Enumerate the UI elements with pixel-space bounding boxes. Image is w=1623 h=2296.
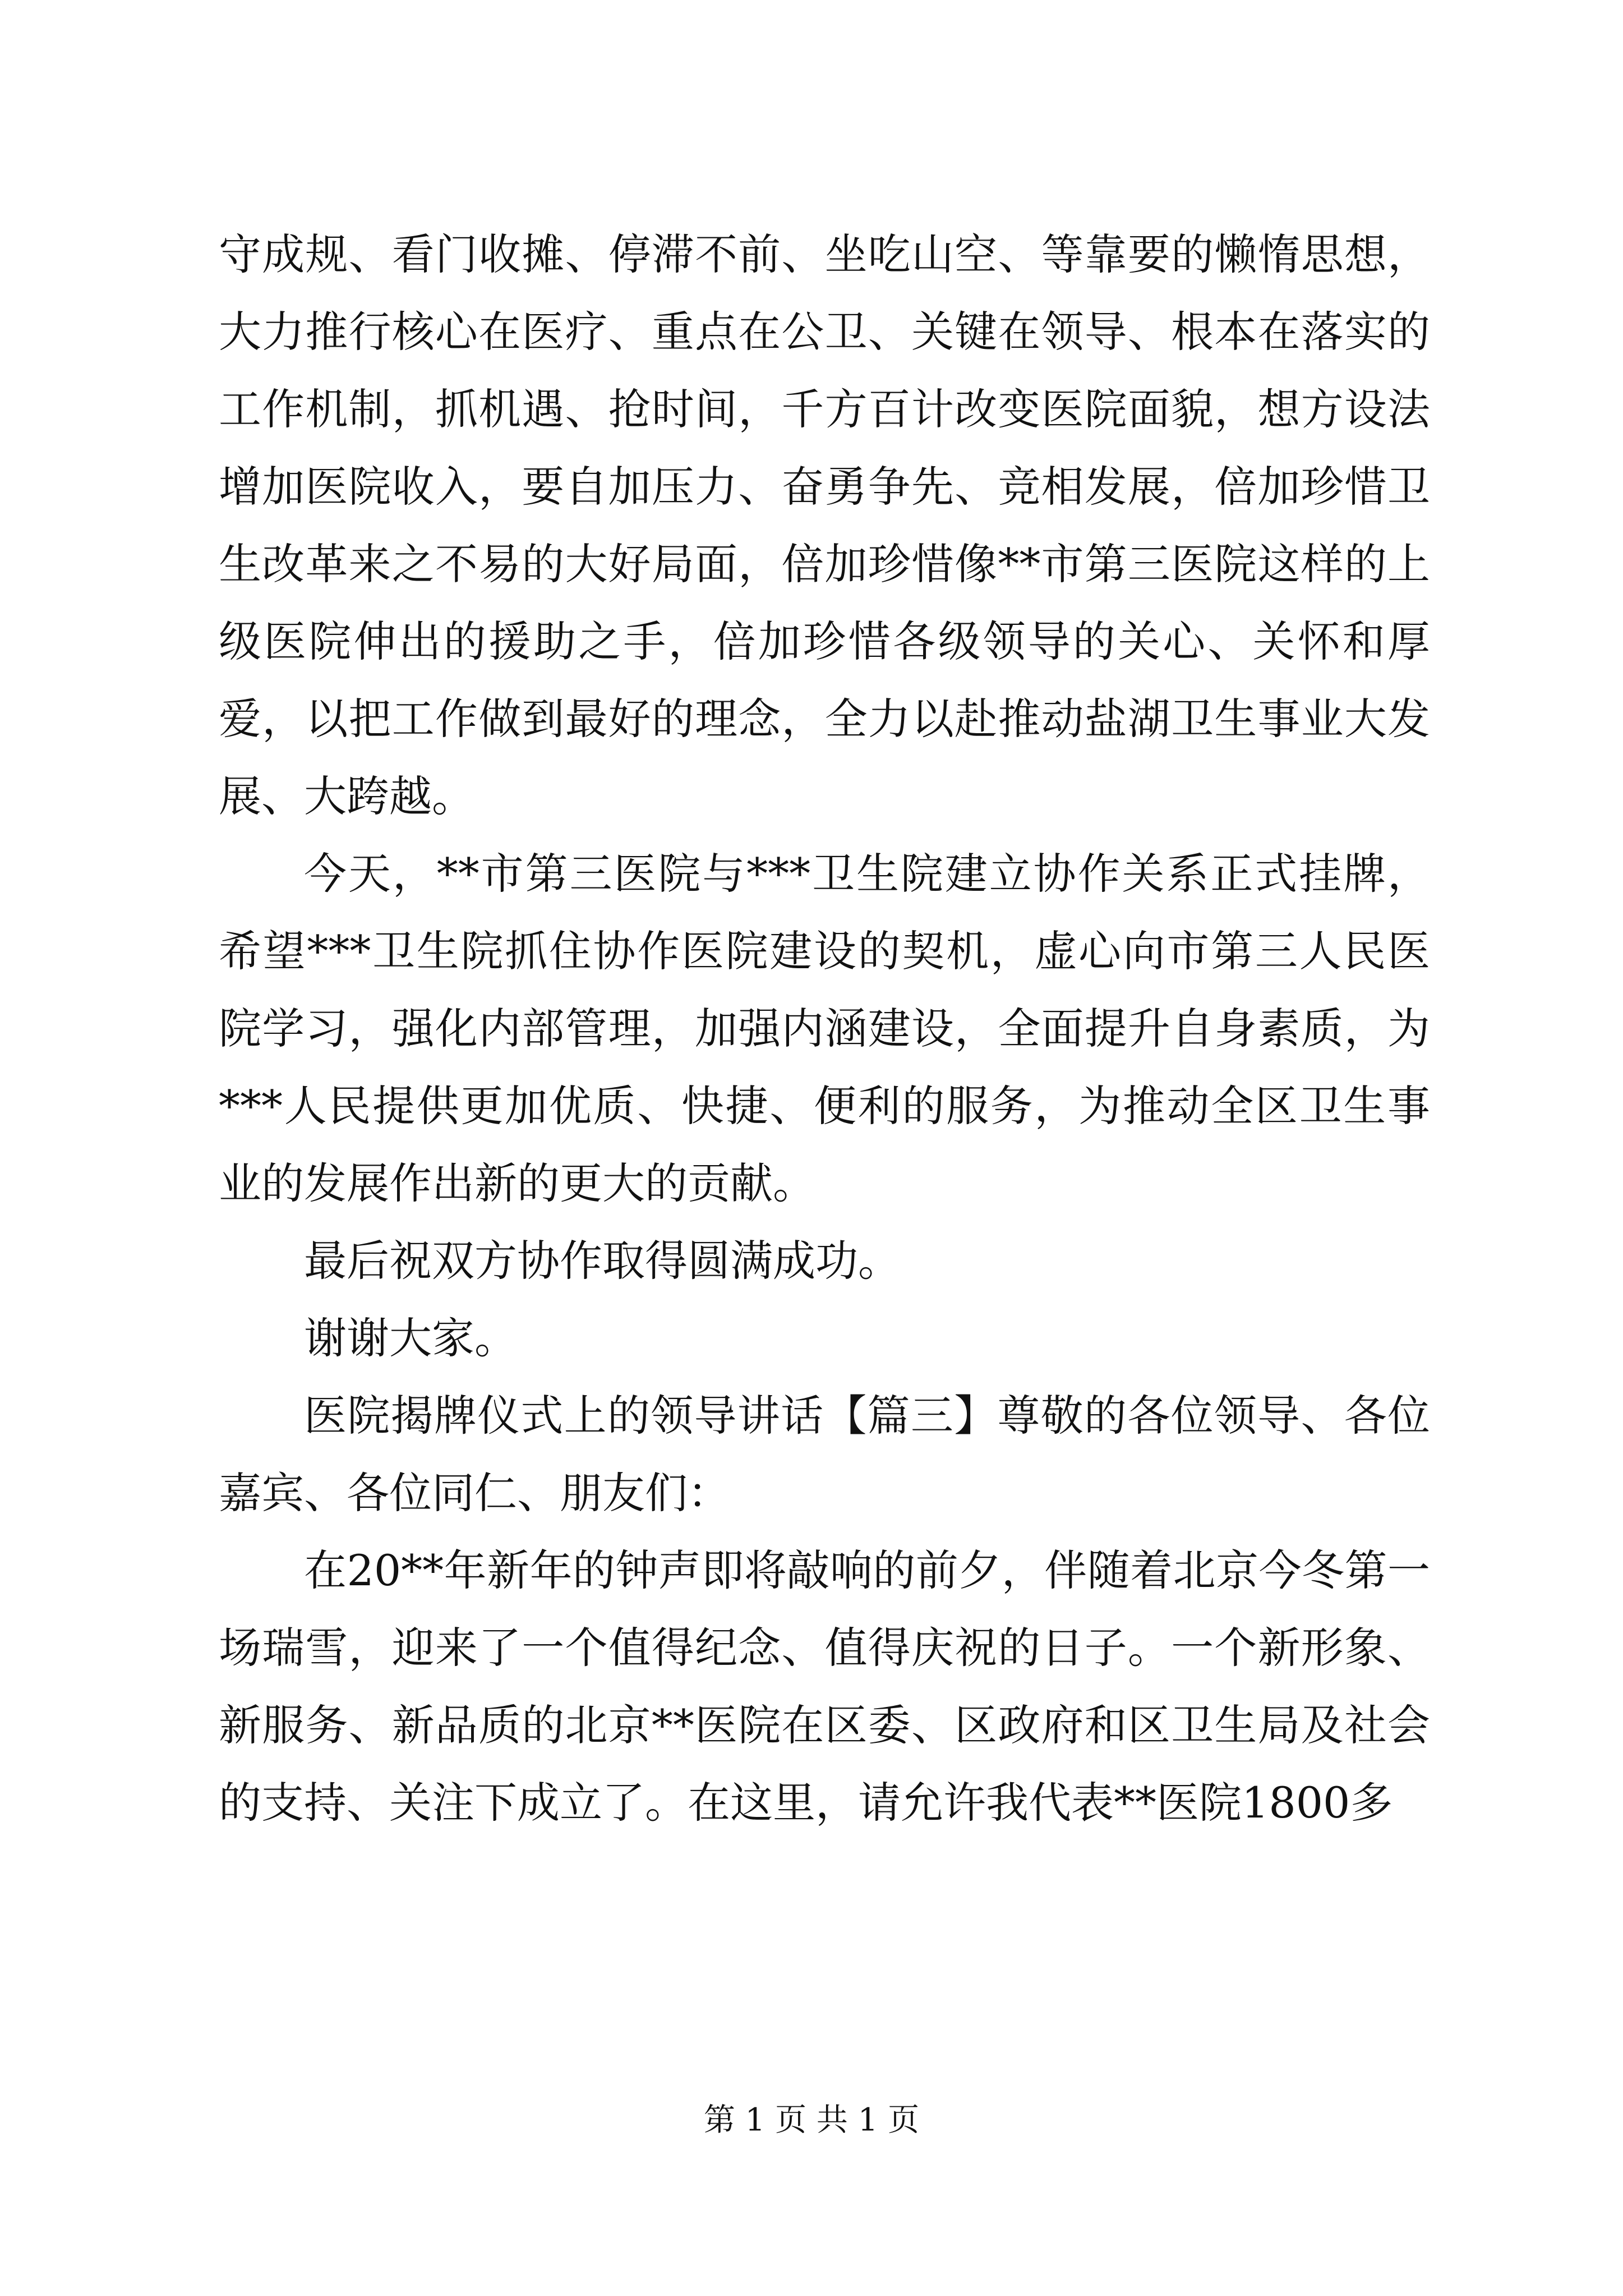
paragraph-3: 最后祝双方协作取得圆满成功。 — [304, 1236, 901, 1286]
page-footer: 第 1 页 共 1 页 — [703, 2102, 920, 2138]
document-body — [219, 216, 1430, 1842]
paragraph-1: 守成规、看门收摊、停滞不前、坐吃山空、等靠要的懒惰思想，大力推行核心在医疗、重点在公卫、关键在领导、根本在落实的工作机制，抓机遇、抢时间，千方百计改变医院面貌，想方设法增加医院收入，要自加压力、奋勇争先、竞相发展，倍加珍惜卫生改革来之不易的大好局面，倍加珍惜像**市第三医院这样的上级医院伸出的援助之手，倍加珍惜各级领导的关心、关怀和厚爱，以把工作做到最好的理念，全力以赴推动盐湖卫生事业大发展、大跨越。 — [219, 229, 1430, 821]
paragraph-5: 医院揭牌仪式上的领导讲话【篇三】尊敬的各位领导、各位嘉宾、各位同仁、朋友们： — [219, 1391, 1430, 1518]
paragraph-6: 在20**年新年的钟声即将敲响的前夕，伴随着北京今冬第一场瑞雪，迎来了一个值得纪念、值得庆祝的日子。一个新形象、新服务、新品质的北京**医院在区委、区政府和区卫生局及社会的支持、关注下成立了。在这里，请允许我代表**医院1800多 — [219, 1545, 1430, 1828]
paragraph-2: 今天，**市第三医院与***卫生院建立协作关系正式挂牌，希望***卫生院抓住协作医院建设的契机，虚心向市第三人民医院学习，强化内部管理，加强内涵建设，全面提升自身素质，为***人民提供更加优质、快捷、便利的服务，为推动全区卫生事业的发展作出新的更大的贡献。 — [219, 849, 1430, 1208]
paragraph-4: 谢谢大家。 — [304, 1313, 517, 1363]
